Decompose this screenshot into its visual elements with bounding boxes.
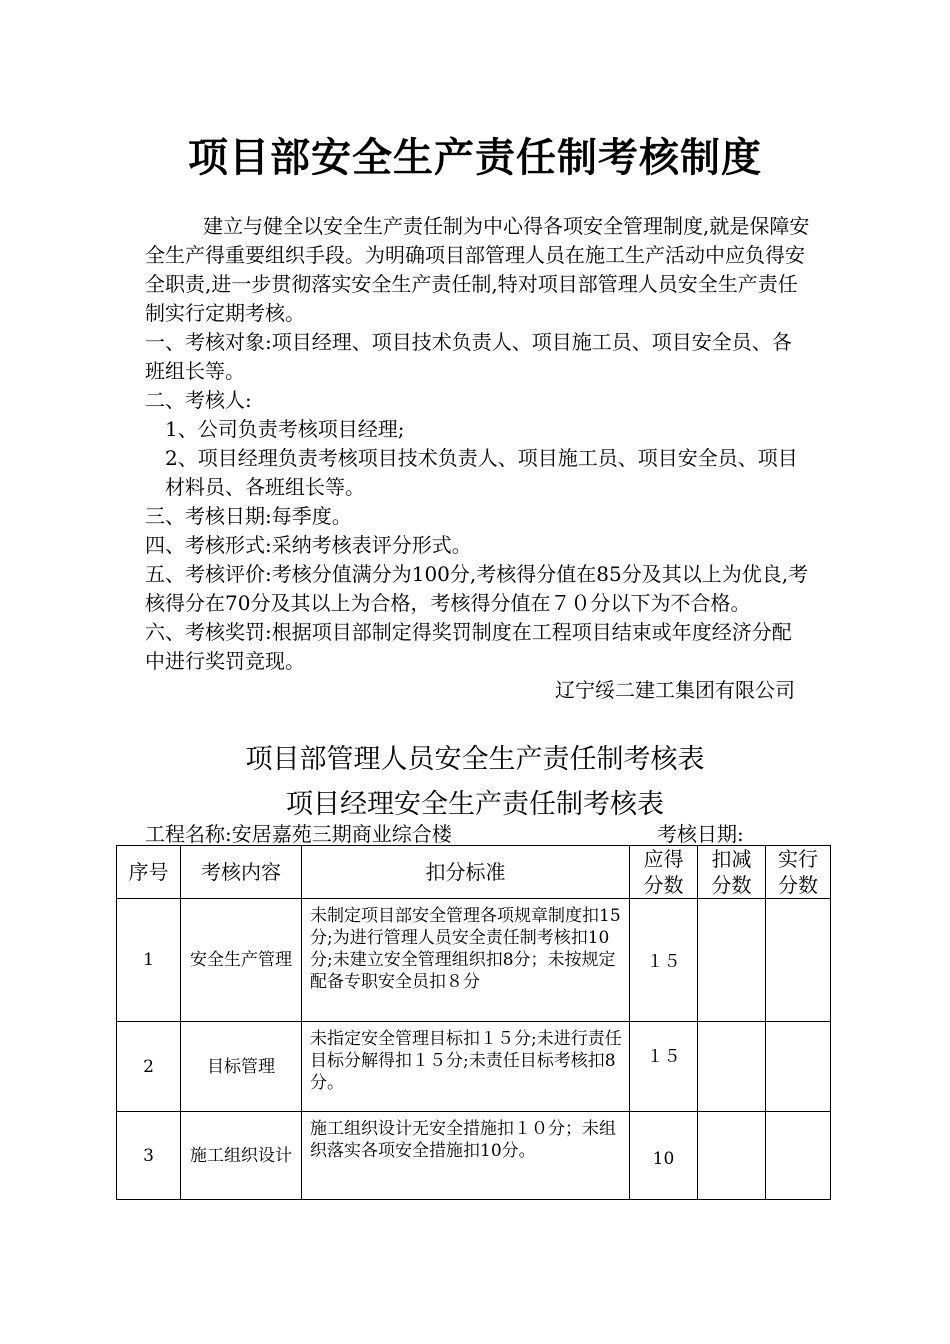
cell-due-score: １５ [630, 1022, 698, 1112]
section-targets: 一、考核对象:项目经理、项目技术负责人、项目施工员、项目安全员、各班组长等。 [145, 330, 792, 383]
cell-actual-score[interactable] [766, 899, 831, 1022]
cell-seq: 2 [117, 1022, 181, 1112]
intro-paragraph: 建立与健全以安全生产责任制为中心得各项安全管理制度,就是保障安全生产得重要组织手段。为明确项目部管理人员在施工生产活动中应负得安全职责,进一步贯彻落实安全生产责任制,特对项目部管理人员安全生产责任制实行定期考核。 [145, 214, 810, 325]
table-header-row [117, 846, 831, 899]
assess-date-label: 考核日期: [657, 822, 744, 846]
cell-due-score: １５ [630, 899, 698, 1022]
cell-deduct-score[interactable] [698, 1022, 766, 1112]
header-actual-score: 实行分数 [766, 846, 831, 899]
project-info-line [145, 820, 825, 848]
table-row [117, 1022, 831, 1112]
table-row [117, 899, 831, 1022]
cell-standard: 施工组织设计无安全措施扣１０分；未组织落实各项安全措施扣10分。 [302, 1112, 630, 1200]
cell-due-score: 10 [630, 1112, 698, 1200]
cell-actual-score[interactable] [766, 1112, 831, 1200]
section-rewards: 六、考核奖罚:根据项目部制定得奖罚制度在工程项目结束或年度经济分配中进行奖罚竞现。 [145, 620, 792, 673]
cell-deduct-score[interactable] [698, 899, 766, 1022]
section-form: 四、考核形式:采纳考核表评分形式。 [145, 533, 472, 557]
assessor-item-1: 1、公司负责考核项目经理; [165, 417, 405, 441]
assessor-item-2: 2、项目经理负责考核项目技术负责人、项目施工员、项目安全员、项目材料员、各班组长等。 [165, 446, 798, 499]
section-evaluation: 五、考核评价:考核分值满分为100分,考核得分值在85分及其以上为优良,考核得分在70分及其以上为合格，考核得分值在７０分以下为不合格。 [145, 562, 809, 615]
section-assessors: 二、考核人: [145, 388, 252, 412]
document-title: 项目部安全生产责任制考核制度 [188, 134, 762, 181]
table-row [117, 1112, 831, 1200]
cell-standard: 未制定项目部安全管理各项规章制度扣15分;为进行管理人员安全责任制考核扣10分;未建立安全管理组织扣8分；未按规定配备专职安全员扣８分 [302, 899, 630, 1022]
cell-seq: 1 [117, 899, 181, 1022]
header-deduct-score: 扣减分数 [698, 846, 766, 899]
cell-seq: 3 [117, 1112, 181, 1200]
header-due-score: 应得分数 [630, 846, 698, 899]
section-date: 三、考核日期:每季度。 [145, 504, 352, 528]
header-content: 考核内容 [181, 846, 302, 899]
document-body [145, 212, 810, 705]
table-set-title: 项目部管理人员安全生产责任制考核表 [245, 744, 705, 775]
header-seq: 序号 [117, 846, 181, 899]
cell-standard: 未指定安全管理目标扣１５分;未进行责任目标分解得扣１５分;未责任目标考核扣8分。 [302, 1022, 630, 1112]
project-name: 工程名称:安居嘉苑三期商业综合楼 [145, 822, 452, 846]
cell-content: 安全生产管理 [181, 899, 302, 1022]
cell-actual-score[interactable] [766, 1022, 831, 1112]
cell-deduct-score[interactable] [698, 1112, 766, 1200]
header-standard: 扣分标准 [302, 846, 630, 899]
cell-content: 目标管理 [181, 1022, 302, 1112]
table-title: 项目经理安全生产责任制考核表 [286, 789, 664, 820]
cell-content: 施工组织设计 [181, 1112, 302, 1200]
company-signature: 辽宁绥二建工集团有限公司 [555, 678, 795, 702]
assessment-table [116, 845, 831, 1200]
